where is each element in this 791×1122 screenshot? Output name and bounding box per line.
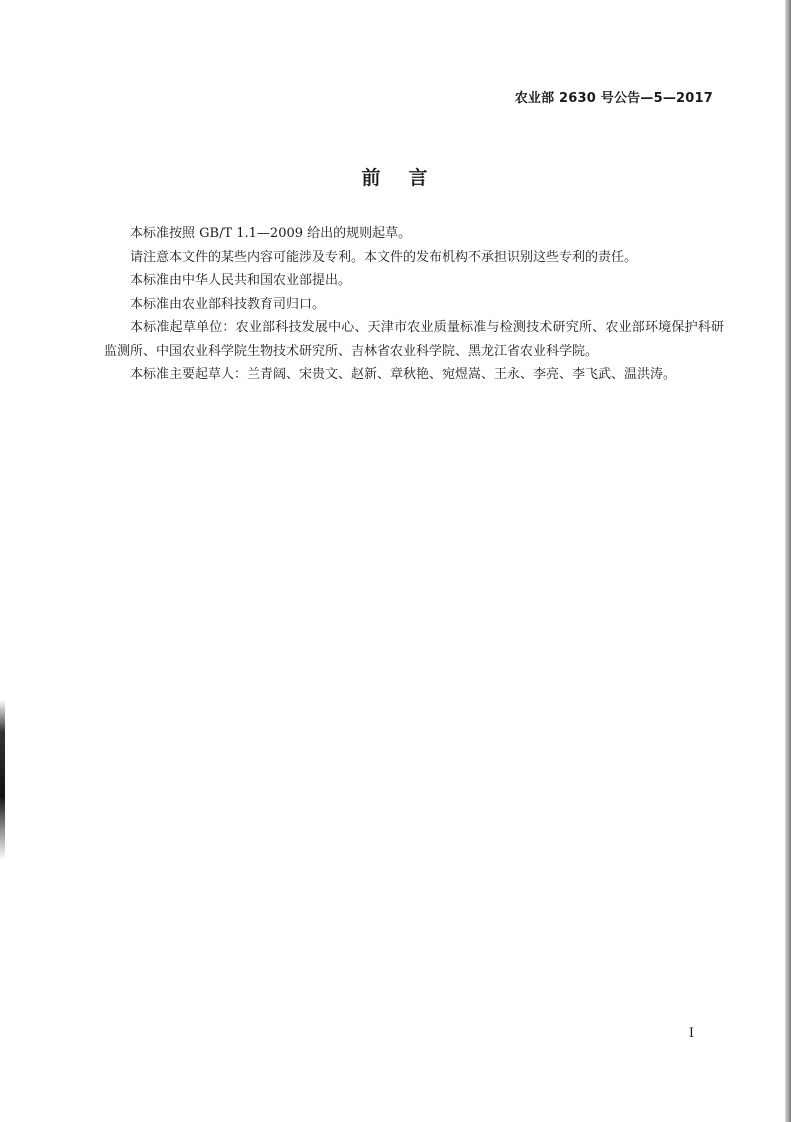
paragraph-drafting-rules: 本标准按照 GB/T 1.1—2009 给出的规则起草。	[130, 226, 412, 241]
paragraph-proposer: 本标准由中华人民共和国农业部提出。	[130, 273, 352, 288]
scan-edge-left	[0, 700, 5, 860]
page-number: I	[688, 1026, 694, 1041]
paragraph-drafting-units: 本标准起草单位：农业部科技发展中心、天津市农业质量标准与检测技术研究所、农业部环境保护科研监测所、中国农业科学院生物技术研究所、吉林省农业科学院、黑龙江省农业科学院。	[104, 320, 724, 359]
document-id: 农业部 2630 号公告—5—2017	[514, 91, 713, 106]
paragraph-drafters: 本标准主要起草人：兰青阔、宋贵文、赵新、章秋艳、宛煜嵩、王永、李亮、李飞武、温洪涛。	[130, 367, 677, 382]
page-title	[0, 163, 791, 190]
title-char-1: 前	[361, 167, 383, 189]
foreword-body	[104, 222, 724, 387]
title-char-2: 言	[408, 167, 430, 189]
paragraph-patent-notice: 请注意本文件的某些内容可能涉及专利。本文件的发布机构不承担识别这些专利的责任。	[130, 249, 638, 265]
paragraph-centralized-by: 本标准由农业部科技教育司归口。	[130, 296, 326, 312]
